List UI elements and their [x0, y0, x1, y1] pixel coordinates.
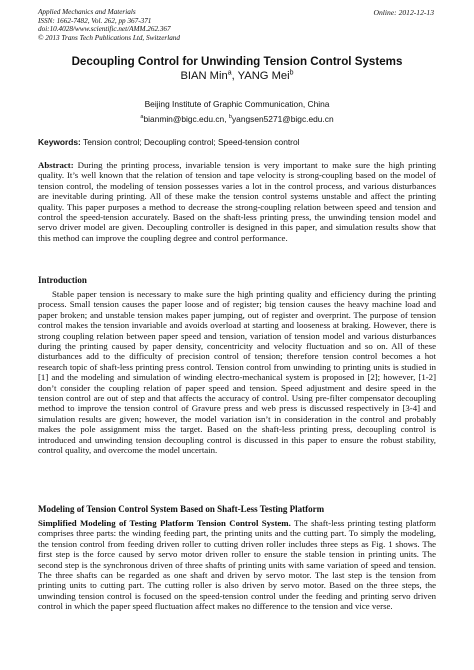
- email-b-sup: b: [228, 114, 232, 121]
- author-1-sup: a: [227, 69, 232, 77]
- keywords: [38, 137, 438, 147]
- abstract: [38, 160, 436, 243]
- journal-header: [38, 8, 180, 42]
- author-2: YANG Mei: [237, 70, 290, 82]
- issn-line: ISSN: 1662-7482, Vol. 262, pp 367-371: [38, 16, 152, 25]
- section-paragraph: [38, 518, 436, 612]
- copyright-line: © 2013 Trans Tech Publications Ltd, Switzerland: [38, 33, 180, 42]
- author-2-sup: b: [289, 69, 294, 77]
- abstract-text: During the printing process, invariable tension is very important to make sure the high printing quality. It’s well known that the relation of tension and tape velocity is strong-coupling based on the model of tension control, the modeling of tension possesses varies a lot in the control process, and various disturbances are inevitable during printing. All of these make the tension control systems unstable and affect the printing quality. This paper purposes a method to decrease the strong-coupling relation between speed and tension and control the speed-tension accurately. Based on the shaft-less printing press, the unwinding tension model and servo driver model are given. Decoupling controller is designed in this paper, and simulation results show that this method can improve the coupling degree and control performance.: [38, 160, 436, 243]
- paper-title: Decoupling Control for Unwinding Tension Control Systems: [71, 55, 403, 68]
- section-text: The shaft-less printing testing platform comprises three parts: the winding feeding part, the printing units and the cutting part. To simply the modeling, the tension control from feeding driven roller to cutting driven roller includes three steps as Fig. 1 shows. The first step is the force caused by servo motor driven roller to ensure the stable tension in printing units. The second step is the synchronous driven of three shafts of printing units with same variation of speed and tension. The three shafts can be regarded as one shaft and driven by servo motor. The last step is the tension from printing units to cutting part. The cutting roller is also driven by servo motor. Based on the three steps, the unwinding tension control is focused on the speed-tension control under the feeding and printing servo driven control in which the paper speed fluctuation affect makes no difference to the tension and vice verse.: [38, 518, 436, 612]
- subsection-label: Simplified Modeling of Testing Platform Tension Control System.: [38, 518, 291, 528]
- email-a: bianmin@bigc.edu.cn: [143, 114, 225, 124]
- author-line: [0, 70, 474, 82]
- abstract-label: Abstract:: [38, 160, 74, 170]
- author-separator: ,: [231, 70, 238, 82]
- section-heading: Modeling of Tension Control System Based on Shaft-Less Testing Platform: [38, 504, 325, 514]
- email-line: [0, 114, 474, 124]
- affiliation: Beijing Institute of Graphic Communication, China: [144, 99, 330, 109]
- email-a-sup: a: [140, 114, 144, 121]
- keywords-text: Tension control; Decoupling control; Speed-tension control: [80, 137, 300, 147]
- online-date: Online: 2012-12-13: [373, 8, 434, 17]
- introduction-paragraph: Stable paper tension is necessary to make sure the high printing quality and efficiency during the printing process. Small tension causes the paper loose and of register; big tension causes the heavy machine load and paper broken; and unstable tension makes paper jumping, out of register and overprint. The purpose of tension control makes the tension invariable and avoids overload at starting and looseness at braking. However, there is strong coupling relation between paper speed and tension, variation of tension model and various disturbances during the printing caused by paper density, concentricity and velocity fluctuation and so on. All of these disturbances add to the difficulty of precision control of tension; therefore tension control becomes a hot research topic of shaft-less printing press control. Tension control from unwinding to printing units is studied in [1] and the modeling and simulation of winding electro-mechanical system is proposed in [2]; however, [1-2] don’t consider the coupling relation of paper speed and tension. Speed adjustment and desire speed in the tension control are out of step and that affects the accuracy of control. Using pre-filter compensator decoupling method to improve the tension control of Gravure press and web press is discussed respectively in [3-4] and simulation results are given; however, the model variation isn’t in consideration in the control and probably makes the pole assignment miss the target. Based on the shaft-less printing press, decoupling control is introduced and unwinding tension decoupling control is discussed in this paper to ensure the robust stability, control quality, and overcome the model uncertain.: [38, 289, 436, 456]
- email-separator: ,: [224, 114, 229, 124]
- introduction-heading: Introduction: [38, 275, 87, 285]
- email-b: yangsen5271@bigc.edu.cn: [231, 114, 334, 124]
- journal-name: Applied Mechanics and Materials: [38, 8, 136, 16]
- author-1: BIAN Min: [180, 70, 228, 82]
- doi-line: doi:10.4028/www.scientific.net/AMM.262.367: [38, 25, 171, 34]
- keywords-label: Keywords:: [38, 137, 81, 147]
